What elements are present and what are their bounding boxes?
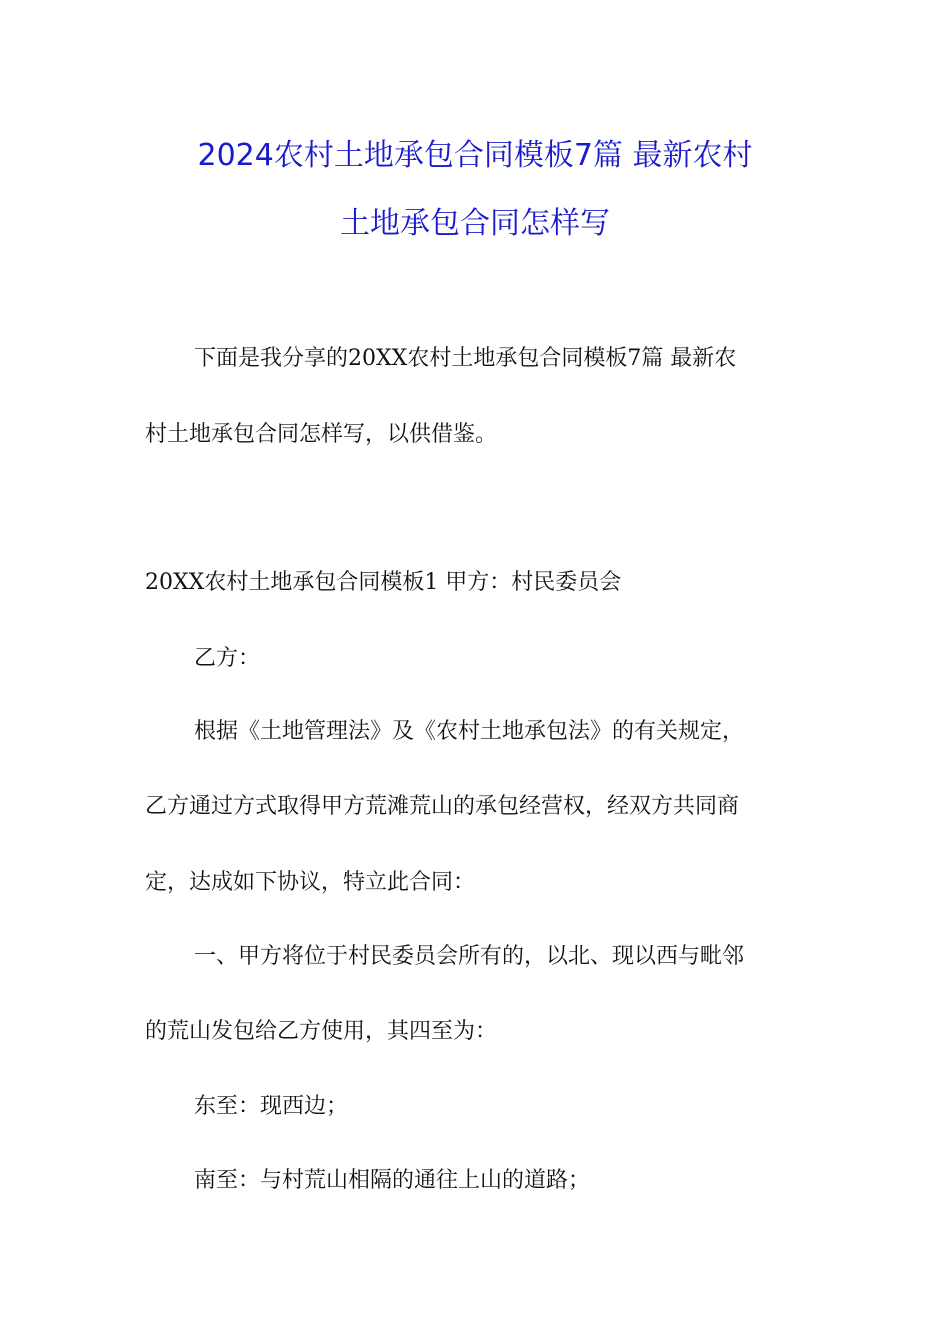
paragraph-1-line-3: 定，达成如下协议，特立此合同： (145, 870, 476, 895)
document-title-line-1: 2024农村土地承包合同模板7篇 最新农村 (197, 138, 753, 173)
intro-line-1: 下面是我分享的20XX农村土地承包合同模板7篇 最新农 (194, 346, 737, 371)
party-b-label: 乙方： (194, 646, 261, 671)
boundary-east: 东至：现西边； (194, 1094, 349, 1119)
paragraph-1-line-1: 根据《土地管理法》及《农村土地承包法》的有关规定， (194, 719, 745, 744)
section-heading: 20XX农村土地承包合同模板1 甲方：村民委员会 (145, 570, 622, 595)
paragraph-1-line-2: 乙方通过方式取得甲方荒滩荒山的承包经营权，经双方共同商 (145, 794, 740, 819)
intro-line-2: 村土地承包合同怎样写，以供借鉴。 (145, 422, 498, 447)
document-title-line-2: 土地承包合同怎样写 (340, 206, 610, 241)
paragraph-2-line-1: 一、甲方将位于村民委员会所有的，以北、现以西与毗邻 (194, 944, 745, 969)
boundary-south: 南至：与村荒山相隔的通往上山的道路； (194, 1168, 591, 1193)
paragraph-2-line-2: 的荒山发包给乙方使用，其四至为： (145, 1019, 498, 1044)
